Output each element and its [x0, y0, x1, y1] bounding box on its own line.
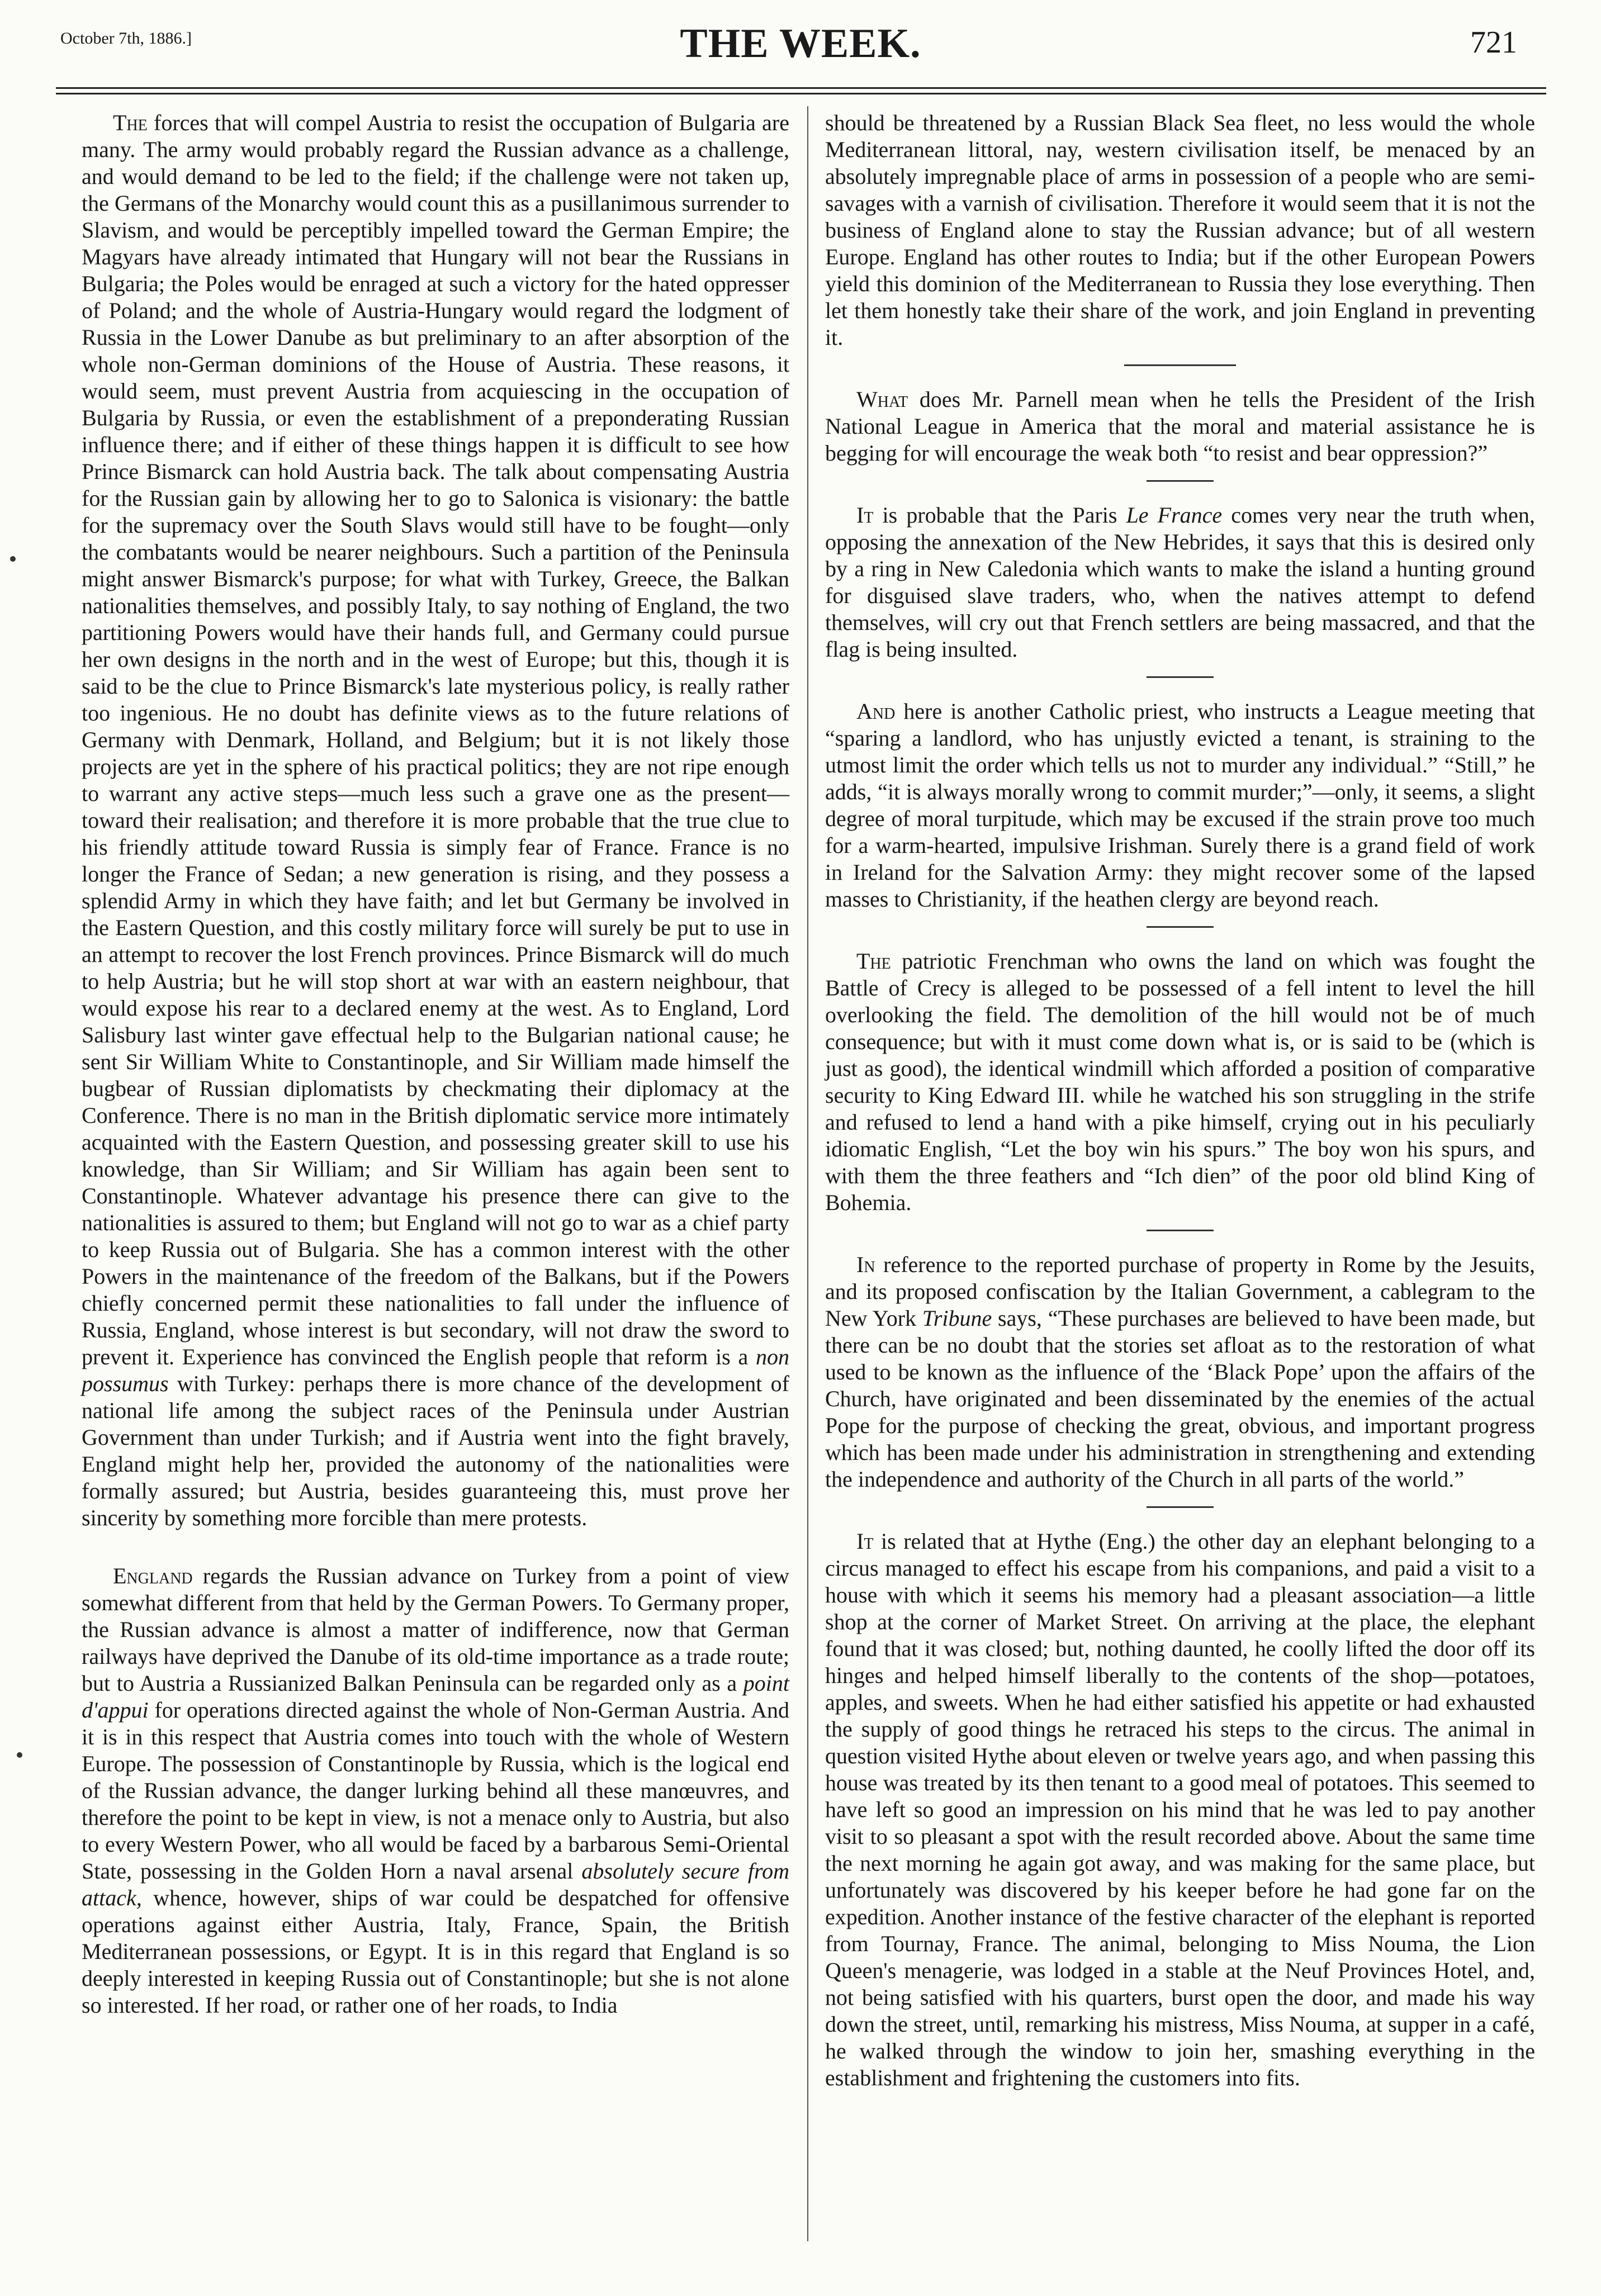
header-rule-top — [56, 87, 1546, 89]
article-text: with Turkey: perhaps there is more chance of the development of national life among the subject races of the Peninsula under Austrian Government than under Turkish; and if Austria went into the fight bravely, England might help her, provided the autonomy of the nationalities were formally assured; but Austria, besides guaranteeing this, must prove her sincerity by something more forcible than mere protests. — [82, 1371, 789, 1530]
italic-phrase: non possumus — [82, 1344, 789, 1396]
lead-word: It — [856, 1529, 874, 1554]
italic-phrase: absolutely secure from attack, — [82, 1858, 789, 1910]
italic-phrase: Le France — [1126, 502, 1223, 528]
article-crecy — [825, 948, 1535, 1216]
article-text: for operations directed against the whole of Non-German Austria. And it is in this respect that Austria comes into touch with the whole of Western Europe. The possession of Constantinople by Russia, which is the logical end of the Russian advance, the danger lurking behind all these manœuvres, and therefore the point to be kept in view, is not a menace only to Austria, but also to every Western Power, who all would be faced by a barbarous Semi-Oriental State, possessing in the Golden Horn a naval arsenal — [82, 1697, 789, 1884]
italic-phrase: Tribune — [922, 1306, 992, 1331]
margin-dot — [10, 556, 16, 562]
article-text: says, “These purchases are believed to have been made, but there can be no doubt that the stories set afloat as to the restoration of what used to be known as the influence of the ‘Black Pope’ upon the affairs of the Church, have originated and been disseminated by the enemies of the actual Pope for the purpose of checking the great, obvious, and important progress which has been made under his administration in strengthening and extending the independence and authority of the Church in all parts of the world.” — [825, 1306, 1536, 1492]
section-separator — [1147, 480, 1214, 482]
lead-word: The — [856, 948, 891, 974]
masthead-title: THE WEEK. — [680, 21, 921, 67]
lead-word: It — [856, 502, 874, 528]
column-divider — [807, 106, 808, 2241]
margin-dot — [17, 1752, 22, 1758]
section-separator — [1147, 676, 1214, 678]
article-england-continued — [825, 110, 1535, 351]
article-text: should be threatened by a Russian Black Sea fleet, no less would the whole Mediterranean littoral, nay, western civilisation itself, be menaced by an absolutely impregnable place of arms in possession of a people who are semi-savages with a varnish of civilisation. Therefore it would seem that it is not the business of England alone to stay the Russian advance; but of all western Europe. England has other routes to India; but if the other European Powers yield this dominion of the Mediterranean to Russia they lose everything. Then let them honestly take their share of the work, and join England in preventing it. — [825, 110, 1535, 350]
section-separator — [1147, 1230, 1214, 1231]
article-text: regards the Russian advance on Turkey from a point of view somewhat different from that held by the German Powers. To Germany proper, the Russian advance is almost a matter of indifference, now that German railways have deprived the Danube of its old-time importance as a trade route; but to Austria a Russianized Balkan Peninsula can be regarded only as a — [82, 1563, 789, 1696]
article-text: reference to the reported purchase of property in Rome by the Jesuits, and its proposed confiscation by the Italian Government, a cablegram to the New York — [825, 1252, 1535, 1331]
article-england — [82, 1563, 789, 2019]
italic-phrase: point d'appui — [82, 1671, 789, 1723]
article-text: forces that will compel Austria to resist the occupation of Bulgaria are many. The army would probably regard the Russian advance as a challenge, and would demand to be led to the field; if the challenge were not taken up, the Germans of the Monarchy would count this as a pusillanimous surrender to Slavism, and would be perceptibly impelled toward the German Empire; the Magyars have already intimated that Hungary will not bear the Russians in Bulgaria; the Poles would be enraged at such a victory for the hated oppresser of Poland; and the whole of Austria-Hungary would regard the lodgment of Russia in the Lower Danube as but preliminary to an after absorption of the whole non-German dominions of the House of Austria. These reasons, it would seem, must prevent Austria from acquiescing in the occupation of Bulgaria by Russia, or even the establishment of a preponderating Russian influence there; and if either of these things happen it is difficult to see how Prince Bismarck can hold Austria back. The talk about compensating Austria for the Russian gain by allowing her to go to Salonica is visionary: the battle for the supremacy over the South Slavs would still have to be fought—only the combatants would be nearer neighbours. Such a partition of the Peninsula might answer Bismarck's purpose; for what with Turkey, Greece, the Balkan nationalities themselves, and possibly Italy, to say nothing of England, the two partitioning Powers would have their hands full, and Germany could pursue her own designs in the north and in the west of Europe; but this, though it is said to be the clue to Prince Bismarck's late mysterious policy, is really rather too ingenious. He no doubt has definite views as to the future relations of Germany with Denmark, Holland, and Belgium; but it is not likely those projects are yet in the sphere of his practical politics; they are not ripe enough to warrant any active steps—much less such a grave one as the present—toward their realisation; and therefore it is more probable that the true clue to his friendly attitude toward Russia is simply fear of France. France is no longer the France of Sedan; a new generation is rising, and they possess a splendid Army in which they have faith; and let but Germany be involved in the Eastern Question, and this costly military force will surely be put to use in an attempt to recover the lost French provinces. Prince Bismarck will do much to help Austria; but he will stop short at war with an eastern neighbour, that would expose his rear to a declared enemy at the west. As to England, Lord Salisbury last winter gave effectual help to the Bulgarian national cause; he sent Sir William White to Constantinople, and Sir William made himself the bugbear of Russian diplomatists by checkmating their diplomacy at the Conference. There is no man in the British diplomatic service more intimately acquainted with the Eastern Question, and possessing greater skill to use his knowledge, than Sir William; and Sir William has again been sent to Constantinople. Whatever advantage his presence there can give to the nationalities is assured to them; but England will not go to war as a chief party to keep Russia out of Bulgaria. She has a common interest with the other Powers in the maintenance of the freedom of the Balkans, but if the Powers chiefly concerned permit these nationalities to fall under the influence of Russia, England, whose interest is but secondary, will not draw the sword to prevent it. Experience has convinced the English people that reform is a — [82, 110, 789, 1369]
article-text: comes very near the truth when, opposing the annexation of the New Hebrides, it says that this is desired only by a ring in New Caledonia which wants to make the island a hunting ground for disguised slave traders, who, when the natives attempt to defend themselves, will cry out that French settlers are being massacred, and that the flag is being insulted. — [825, 502, 1535, 662]
article-parnell — [825, 386, 1535, 467]
article-elephant — [825, 1528, 1535, 2091]
lead-word: England — [113, 1563, 193, 1588]
lead-word: What — [856, 387, 908, 412]
left-column — [82, 110, 789, 2019]
article-text: patriotic Frenchman who owns the land on which was fought the Battle of Crecy is alleged to be possessed of a fell intent to level the hill overlooking the field. The demolition of the hill would not be of much consequence; but with it must come down what is, or is said to be (which is just as good), the identical windmill which afforded a position of comparative security to King Edward III. while he watched his son struggling in the strife and refused to lend a hand with a pike himself, crying out in his peculiarly idiomatic English, “Let the boy win his spurs.” The boy won his spurs, and with them the three feathers and “Ich dien” of the poor old blind King of Bohemia. — [825, 948, 1535, 1215]
header-rule-bottom — [56, 93, 1546, 94]
lead-word: The — [113, 110, 148, 135]
article-text: is related that at Hythe (Eng.) the other day an elephant belonging to a circus managed to effect his escape from his companions, and paid a visit to a house with which it seems his memory had a pleasant association—a little shop at the corner of Market Street. On arriving at the place, the elephant found that it was closed; but, nothing daunted, he coolly lifted the door off its hinges and helped himself liberally to the contents of the shop—potatoes, apples, and sweets. When he had either satisfied his appetite or had exhausted the supply of good things he retraced his steps to the circus. The animal in question visited Hythe about eleven or twelve years ago, and when passing this house was treated by its then tenant to a good meal of potatoes. This seemed to have left so good an impression on his mind that he was led to pay another visit to so pleasant a spot with the result recorded above. About the same time the next morning he again got away, and was making for the same place, but unfortunately was discovered by his keeper before he had gone far on the expedition. Another instance of the festive character of the elephant is reported from Tournay, France. The animal, belonging to Miss Nouma, the Lion Queen's menagerie, was lodged in a stable at the Neuf Provinces Hotel, and, not being satisfied with his quarters, burst open the door, and made his way down the street, until, remarking his mistress, Miss Nouma, at supper in a café, he walked through the window to join her, smashing everything in the establishment and frightening the customers into fits. — [825, 1529, 1535, 2090]
article-new-hebrides — [825, 502, 1535, 663]
article-bulgaria — [82, 110, 789, 1531]
issue-date: October 7th, 1886.] — [60, 29, 192, 48]
article-text: does Mr. Parnell mean when he tells the President of the Irish National League in America that the moral and material assistance he is begging for will encourage the weak both “to resist and bear oppression?” — [825, 387, 1535, 466]
spacer — [82, 1531, 789, 1563]
article-text: here is another Catholic priest, who instructs a League meeting that “sparing a landlord, who has unjustly evicted a tenant, is straining to the utmost limit the order which tells us not to murder any individual.” “Still,” he adds, “it is always morally wrong to commit murder;”—only, it seems, a slight degree of moral turpitude, which may be excused if the strain prove too much for a warm-hearted, impulsive Irishman. Surely there is a grand field of work in Ireland for the Salvation Army: they might recover some of the lapsed masses to Christianity, if the heathen clergy are beyond reach. — [825, 699, 1535, 912]
article-text: whence, however, ships of war could be despatched for offensive operations against either Austria, Italy, France, Spain, the British Mediterranean possessions, or Egypt. It is in this regard that England is so deeply interested in keeping Russia out of Constantinople; but she is not alone so interested. If her road, or rather one of her roads, to India — [82, 1885, 789, 2018]
page-number: 721 — [1470, 25, 1517, 60]
section-separator — [1147, 926, 1214, 928]
article-catholic-priest — [825, 698, 1535, 913]
lead-word: In — [856, 1252, 875, 1277]
right-column — [825, 110, 1535, 2091]
article-jesuits — [825, 1251, 1535, 1493]
section-separator — [1147, 1506, 1214, 1508]
lead-word: And — [856, 699, 896, 724]
article-text: is probable that the Paris — [873, 502, 1126, 528]
section-separator — [1124, 364, 1236, 366]
